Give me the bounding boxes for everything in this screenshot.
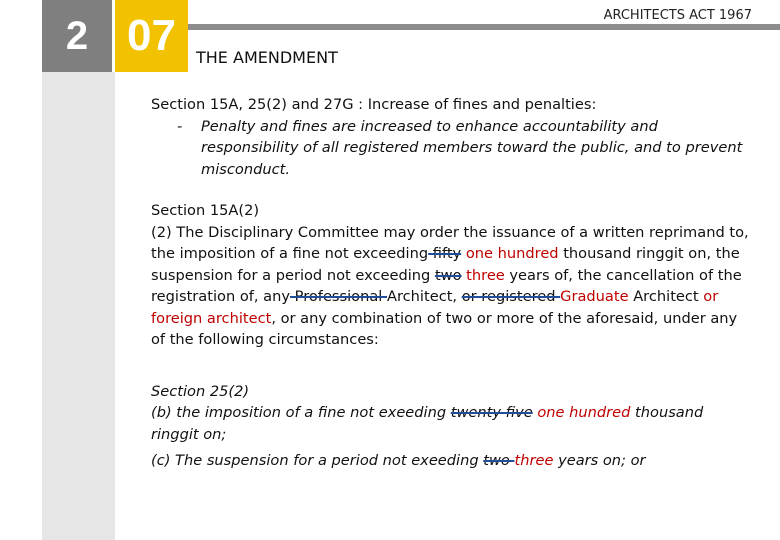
text-run: thousand ringgit on; (151, 404, 704, 443)
added-text: one hundred (461, 245, 559, 262)
added-text: three (514, 452, 554, 469)
text-run: Architect, (387, 288, 462, 305)
deleted-text: fifty (428, 245, 462, 262)
deleted-text: or registered (461, 288, 561, 305)
section-15a2-heading: Section 15A(2) (151, 202, 260, 219)
text-run: thousand ringgit on, the suspension for a period not exceeding (151, 245, 740, 284)
act-title: ARCHITECTS ACT 1967 (603, 8, 752, 23)
text-run: Architect (628, 288, 704, 305)
section-252-item-b (151, 402, 751, 445)
summary-bullet (151, 116, 751, 181)
section-252-item-c (151, 450, 751, 472)
section-252-heading: Section 25(2) (151, 382, 250, 400)
page-number: 07 (115, 0, 188, 72)
text-run: years of, the cancellation of the registration of, any (151, 266, 742, 305)
added-text: Graduate (560, 288, 629, 305)
text-run: (b) the imposition of a fine not exeeding (151, 404, 451, 421)
deleted-text: two (483, 452, 515, 469)
header-rule (188, 24, 780, 30)
text-run: years on; or (553, 452, 646, 469)
text-run: (2) The Disciplinary Committee may order the issuance of a written reprimand to, the imposition of a fine not exceeding (151, 223, 749, 262)
added-text: one hundred (532, 404, 631, 421)
added-text: three (461, 266, 505, 284)
deleted-text: Professional (290, 288, 387, 305)
bullet-text: Penalty and fines are increased to enhance accountability and responsibility of all registered members toward the public, and to prevent misconduct. (201, 117, 743, 178)
chapter-number: 2 (42, 0, 112, 72)
text-run: (c) The suspension for a period not exeeding (151, 452, 484, 469)
side-strip (42, 72, 115, 540)
deleted-text: two (434, 266, 462, 284)
document-body (151, 94, 751, 472)
added-text: or foreign architect (151, 288, 719, 327)
bullet-dash: - (177, 117, 183, 135)
section-15a2-text (151, 222, 751, 351)
deleted-text: twenty five (450, 404, 533, 421)
section-title: THE AMENDMENT (196, 48, 338, 67)
text-run: , or any combination of two or more of the aforesaid, under any of the following circumstances: (151, 309, 738, 348)
summary-heading: Section 15A, 25(2) and 27G : Increase of fines and penalties: (151, 96, 597, 113)
